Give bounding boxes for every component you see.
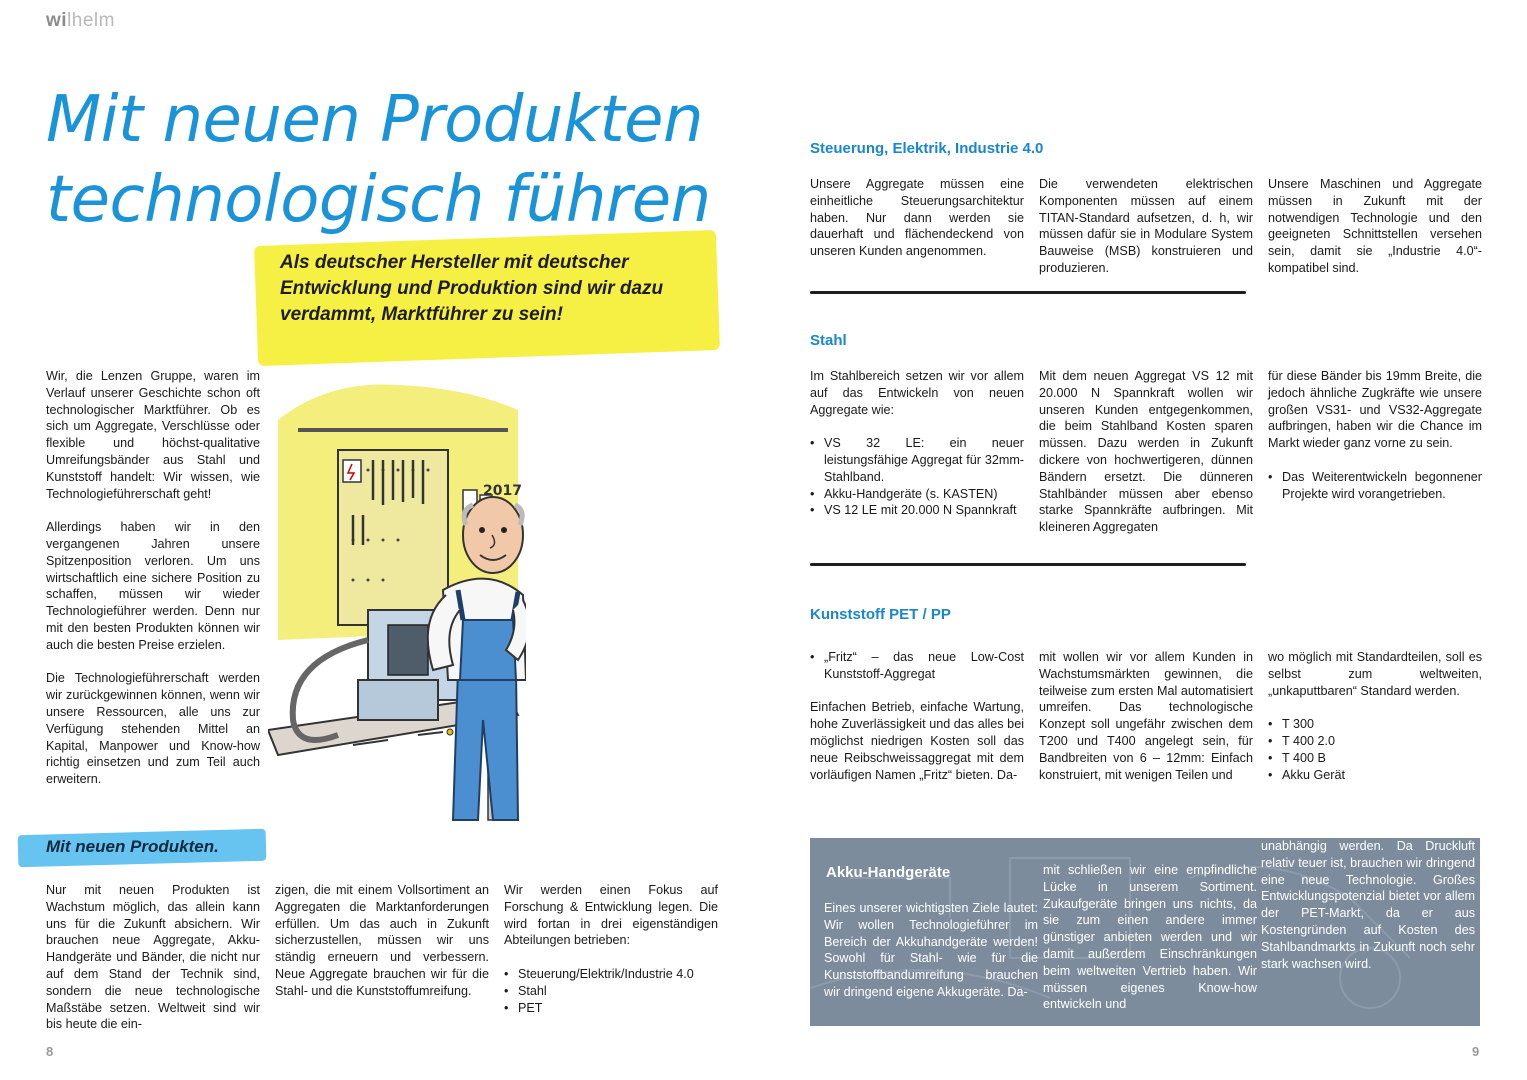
body-column-3 — [504, 882, 718, 1016]
title-line-1: Mit neuen Produkten — [46, 83, 704, 157]
body-column-2-text: zigen, die mit einem Vollsortiment an Aggregaten die Marktanforderungen erfüllen. Um das auch in Zukunft sicherzustellen, müssen wir uns ständig erneuern und verbessern. Neue Aggregate brauchen wir für die Stahl- und die Kunststoffumreifung. — [275, 883, 489, 998]
workshop-illustration — [268, 340, 526, 840]
kunststoff-column-1 — [810, 649, 1024, 800]
kunststoff-list — [810, 649, 1024, 683]
stahl-column-3 — [1268, 368, 1482, 502]
section-divider — [810, 291, 1246, 294]
banner-heading: Mit neuen Produkten. — [46, 837, 219, 856]
body-column-1 — [46, 882, 260, 1050]
body-column-1-text: Nur mit neuen Produkten ist Wachstum möglich, das allein kann uns für die Zukunft absichern. Wir brauchen neue Aggregate, Akku-Handgeräte und Bänder, die nicht nur auf dem Stand der Technik sind, sondern die neue technologische Maßstäbe setzen. Weltweit sind wir bis heute die ein- — [46, 883, 260, 1032]
kunststoff-column-1-text: Einfachen Betrieb, einfache Wartung, hohe Zuverlässigkeit und das alles bei möglichst niedrigen Kosten soll das neue Reibschweissaggregat mit dem vorläufigen Namen „Fritz“ bieten. Da- — [810, 700, 1024, 782]
intro-column — [46, 368, 260, 805]
section-divider — [810, 563, 1246, 566]
wall-shelf — [298, 428, 508, 432]
kunststoff-column-3 — [1268, 649, 1482, 783]
page-title — [46, 80, 766, 240]
list-item: • Stahl — [504, 983, 718, 1000]
brand-logo — [46, 10, 115, 32]
steuerung-column-3: Unsere Maschinen und Aggregate müssen in Zukunft mit der notwendigen Technologie und den geeigneten Schnittstellen versehen sein, damit sie „Industrie 4.0“-kompatibel sind. — [1268, 177, 1482, 275]
logo-rest: lhelm — [67, 10, 115, 31]
stahl-column-2: Mit dem neuen Aggregat VS 12 mit 20.000 N Spannkraft wollen wir unseren Kunden entgegenkommen, die beim Stahlband Kosten sparen müssen. Dazu werden in Zukunft dickere von hochwertigeren, dünnen Bändern ersetzt. Die dünneren Stahlbänder müssen aber ebenso starke Spannkräfte aufbringen. Mit kleineren Aggregaten — [1039, 369, 1253, 535]
intro-paragraph-3: Die Technologieführerschaft werden wir zurückgewinnen können, wenn wir unsere Ressourcen, alle uns zur Verfügung stehenden Mittel an Kapital, Manpower und Know-how richtig einsetzen und zum Teil auch erweitern. — [46, 671, 260, 787]
title-line-2: technologisch führen — [46, 163, 711, 237]
page-number-left: 8 — [46, 1044, 54, 1059]
kunststoff-column-3-text: wo möglich mit Standardteilen, soll es selbst zum weltweiten, „unkaputtbaren“ Standard werden. — [1268, 650, 1482, 698]
kunststoff-column-2: mit wollen wir vor allem Kunden in Wachstumsmärkten gewinnen, die teilweise zum ersten Mal automatisiert umreifen. Das technologische Konzept soll ungefähr zwischen dem T200 und T400 angelegt sein, für Bandbreiten von 6 – 12mm: Einfach konstruiert, mit wenigen Teilen und — [1039, 650, 1253, 782]
department-list — [504, 966, 718, 1016]
screwdriver-handle — [447, 729, 453, 735]
akku-column-1: Eines unserer wichtigsten Ziele lautet: Wir wollen Technologieführer im Bereich der Akkuhandgeräte werden! Sowohl für Stahl- wie für die Kunststoffbandumreifung brauchen wir dringend eigene Akkugeräte. Da- — [824, 901, 1038, 999]
body-column-2 — [275, 882, 489, 1016]
section-heading-stahl: Stahl — [810, 332, 847, 349]
akku-column-3: unabhängig werden. Da Druckluft relativ teuer ist, brauchen wir dringend eine neue Technologie. Großes Entwicklungspotenzial bietet vor allem der PET-Markt, da er aus Kostengründen auf Kosten des Stahlbandmarkts in Zukunft noch sehr stark wachsen wird. — [1261, 839, 1475, 971]
list-item: • Akku-Handgeräte (s. KASTEN) — [810, 486, 1024, 503]
list-item: • PET — [504, 1000, 718, 1017]
stahl-list — [810, 435, 1024, 519]
steuerung-column-1: Unsere Aggregate müssen eine einheitliche Steuerungsarchitektur haben. Nur dann werden sie dauerhaft und flächendeckend von unseren Kunden angenommen. — [810, 177, 1024, 259]
intro-paragraph-2: Allerdings haben wir in den vergangenen Jahren unsere Spitzenposition verloren. Um uns wirtschaftlich eine sichere Position zu schaffen, müssen wir wieder Technologieführer werden. Denn nur mit den besten Produkten können wir auch die besten Preise erzielen. — [46, 520, 260, 652]
highlight-quote: Als deutscher Hersteller mit deutscher Entwicklung und Produktion sind wir dazu verdammt, Marktführer zu sein! — [280, 252, 664, 325]
list-item: • Akku Gerät — [1268, 767, 1482, 784]
intro-paragraph-1: Wir, die Lenzen Gruppe, waren im Verlauf unserer Geschichte schon oft technologischer Marktführer. Ob es sich um Aggregate, Verschlüsse oder flexible und höchst-qualitative Umreifungsbänder aus Stahl und Kunststoff handelt: Wir wissen, wie Technologieführerschaft geht! — [46, 369, 260, 501]
list-item: • VS 12 LE mit 20.000 N Spannkraft — [810, 502, 1024, 519]
section-heading-kunststoff: Kunststoff PET / PP — [810, 606, 951, 623]
page-number-right: 9 — [1472, 1044, 1480, 1059]
list-item: • Das Weiterentwickeln begonnener Projekte wird vorangetrieben. — [1268, 469, 1482, 503]
akku-column-2: mit schließen wir eine empfindliche Lücke in unserem Sortiment. Zukaufgeräte bringen uns nichts, da sie zum einen andere immer günstiger anbieten werden und wir damit außerdem Einschränkungen beim weltweiten Vertrieb haben. Wir müssen eigenes Know-how entwickeln und — [1043, 863, 1257, 1012]
list-item: • T 400 2.0 — [1268, 733, 1482, 750]
stahl-column-3-text: für diese Bänder bis 19mm Breite, die jedoch ähnliche Zugkräfte wie unsere großen VS31- und VS32-Aggregate aufbringen, haben wir die Chance im Markt wieder ganz vorne zu sein. — [1268, 369, 1482, 451]
warning-sign — [343, 460, 361, 482]
list-item: • T 300 — [1268, 716, 1482, 733]
body-column-3-text: Wir werden einen Fokus auf Forschung & Entwicklung legen. Die wird fortan in drei eigenständigen Abteilungen betrieben: — [504, 883, 718, 948]
stahl-column-1-text: Im Stahlbereich setzen wir vor allem auf das Entwickeln von neuen Aggregate wie: — [810, 369, 1024, 417]
akku-info-box — [810, 838, 1480, 1026]
list-item: • „Fritz“ – das neue Low-Cost Kunststoff-Aggregat — [810, 649, 1024, 683]
list-item: • Steuerung/Elektrik/Industrie 4.0 — [504, 966, 718, 983]
list-item: • VS 32 LE: ein neuer leistungsfähige Aggregat für 32mm-Stahlband. — [810, 435, 1024, 485]
list-item: • T 400 B — [1268, 750, 1482, 767]
calendar-year: 2017 — [483, 483, 522, 499]
steuerung-column-2: Die verwendeten elektrischen Komponenten müssen auf einem TITAN-Standard aufsetzen, d. h, wir müssen dafür sie in Modulare System Bauweise (MSB) konstruieren und produzieren. — [1039, 177, 1253, 275]
model-list — [1268, 716, 1482, 783]
akku-heading: Akku-Handgeräte — [826, 864, 951, 881]
logo-bold: wi — [46, 10, 68, 31]
section-heading-steuerung: Steuerung, Elektrik, Industrie 4.0 — [810, 140, 1044, 157]
stahl-column-1 — [810, 368, 1024, 519]
stahl-list-2 — [1268, 469, 1482, 503]
